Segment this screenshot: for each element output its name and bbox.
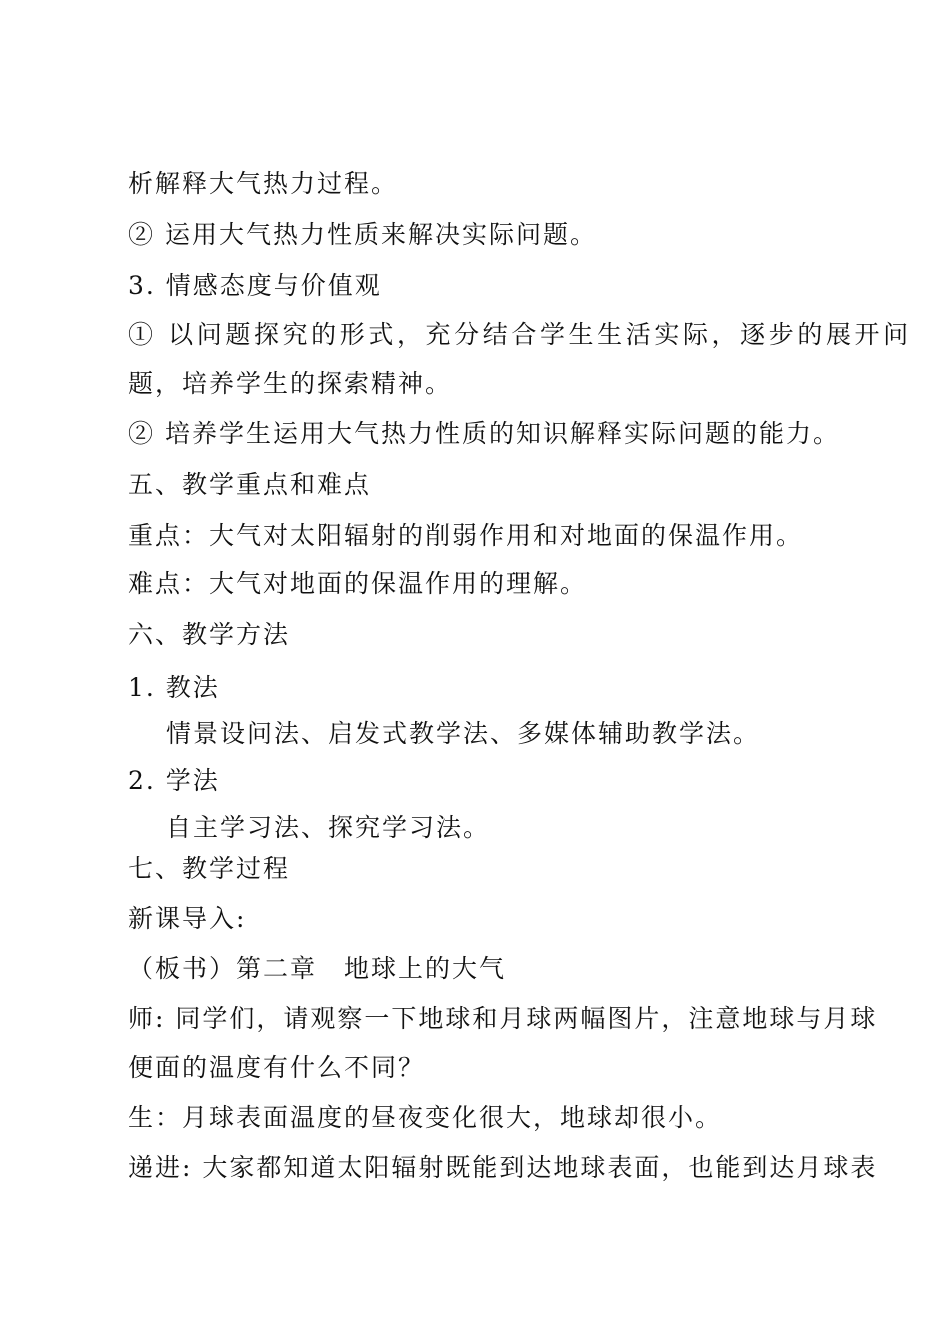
text-line-teacher: 师: 同学们，请观察一下地球和月球两幅图片，注意地球与月球 — [128, 1004, 878, 1033]
text-line-teacher-cont: 便面的温度有什么不同？ — [128, 1053, 426, 1082]
text-line-1: 析解释大气热力过程。 — [128, 169, 399, 198]
text-line-intro-label: 新课导入: — [128, 904, 247, 933]
text-line-progression: 递进: 大家都知道太阳辐射既能到达地球表面，也能到达月球表 — [128, 1153, 878, 1182]
text-line-5: 题，培养学生的探索精神。 — [128, 369, 453, 398]
difficult-points-line: 难点：大气对地面的保温作用的理解。 — [128, 569, 588, 598]
key-points-line: 重点：大气对太阳辐射的削弱作用和对地面的保温作用。 — [128, 521, 804, 550]
section-heading-6: 六、教学方法 — [128, 620, 291, 649]
text-line-6: ② 培养学生运用大气热力性质的知识解释实际问题的能力。 — [128, 419, 840, 448]
section-heading-7: 七、教学过程 — [128, 854, 291, 883]
subheading-teaching-method: 1. 教法 — [128, 673, 220, 702]
text-line-student: 生：月球表面温度的昼夜变化很大，地球却很小。 — [128, 1103, 723, 1132]
subheading-learning-method: 2. 学法 — [128, 766, 220, 795]
learning-method-text: 自主学习法、探究学习法。 — [166, 813, 491, 842]
text-line-2: ② 运用大气热力性质来解决实际问题。 — [128, 220, 597, 249]
section-heading-3: 3. 情感态度与价值观 — [128, 271, 382, 300]
text-line-board: （板书）第二章 地球上的大气 — [128, 954, 507, 983]
teaching-method-text: 情景设问法、启发式教学法、多媒体辅助教学法。 — [166, 719, 761, 748]
section-heading-5: 五、教学重点和难点 — [128, 470, 372, 499]
text-line-4: ① 以问题探究的形式，充分结合学生生活实际，逐步的展开问 — [128, 320, 912, 349]
